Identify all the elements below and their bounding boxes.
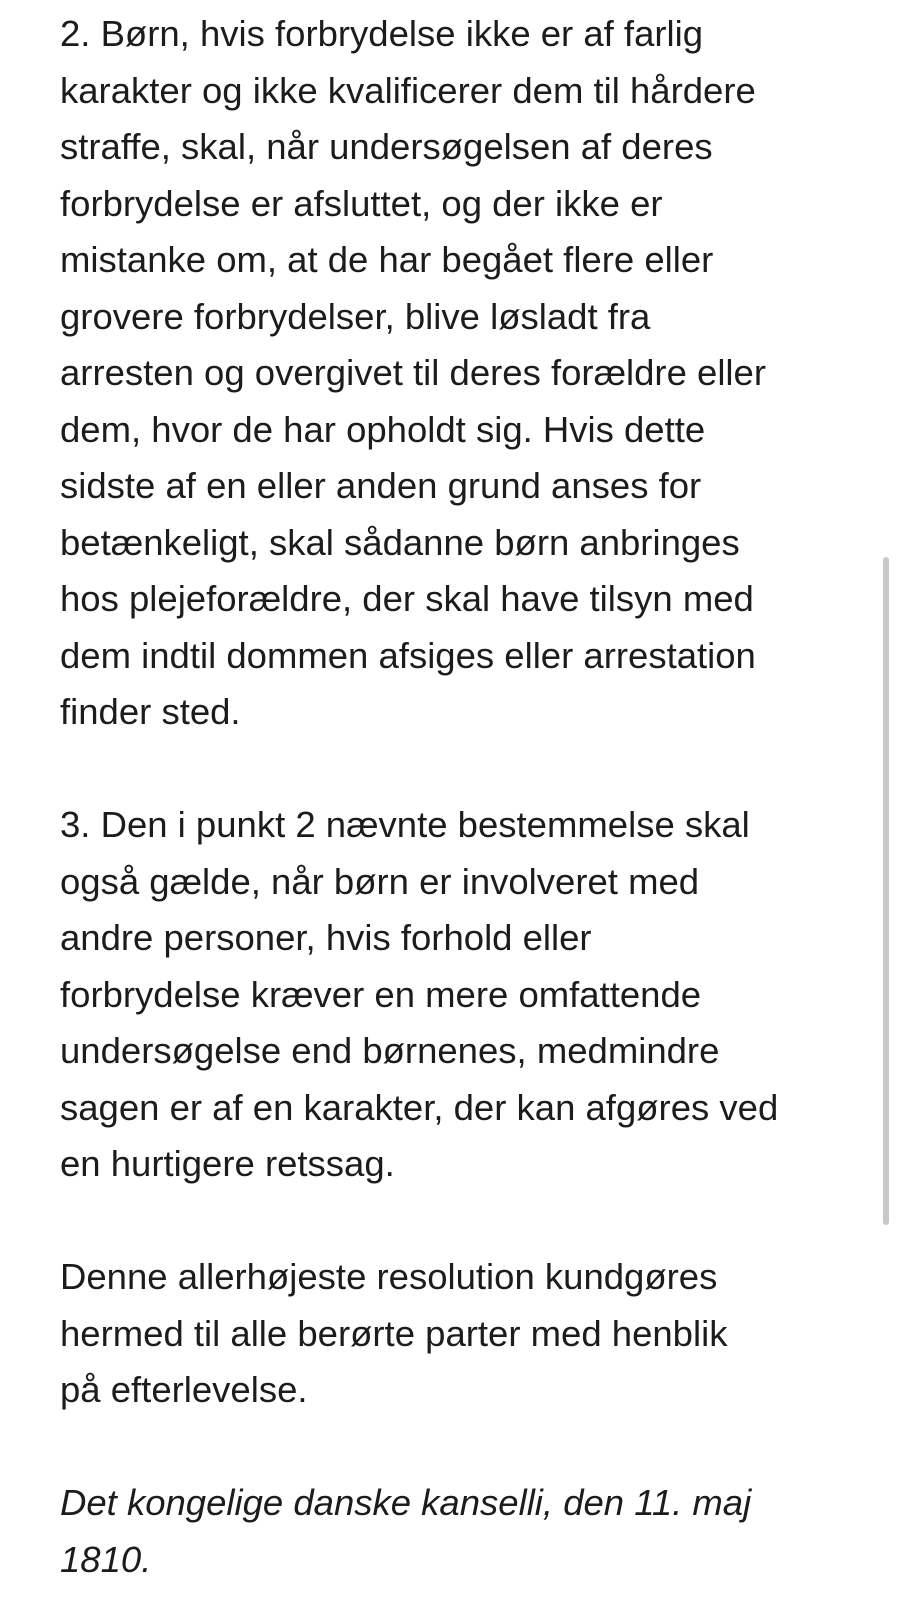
signature-line: Det kongelige danske kanselli, den 11. maj 1810. [60, 1482, 752, 1580]
scrollbar-thumb[interactable] [883, 557, 889, 1225]
resolution-notice: Denne allerhøjeste resolution kundgøres hermed til alle berørte parter med henblik på efterlevelse. [60, 1256, 728, 1410]
paragraph-spacer [60, 1419, 860, 1476]
paragraph-3: 3. Den i punkt 2 nævnte bestemmelse skal også gælde, når børn er involveret med andre personer, hvis forhold eller forbrydelse kræver en mere omfattende undersøgelse end børnenes, medmindre sagen er af en karakter, der kan afgøres ved en hurtigere retssag. [60, 804, 779, 1184]
paragraph-2: 2. Børn, hvis forbrydelse ikke er af farlig karakter og ikke kvalificerer dem til hårdere straffe, skal, når undersøgelsen af deres forbrydelse er afsluttet, og der ikke er mistanke om, at de har begået flere eller grovere forbrydelser, blive løsladt fra arresten og overgivet til deres forældre eller dem, hvor de har opholdt sig. Hvis dette sidste af en eller anden grund anses for betænkeligt, skal sådanne børn anbringes hos plejeforældre, der skal have tilsyn med dem indtil dommen afsiges eller arrestation finder sted. [60, 13, 766, 732]
paragraph-spacer [60, 741, 860, 798]
document-body [60, 6, 860, 1588]
vertical-scrollbar[interactable] [883, 0, 891, 1600]
paragraph-spacer [60, 1193, 860, 1250]
